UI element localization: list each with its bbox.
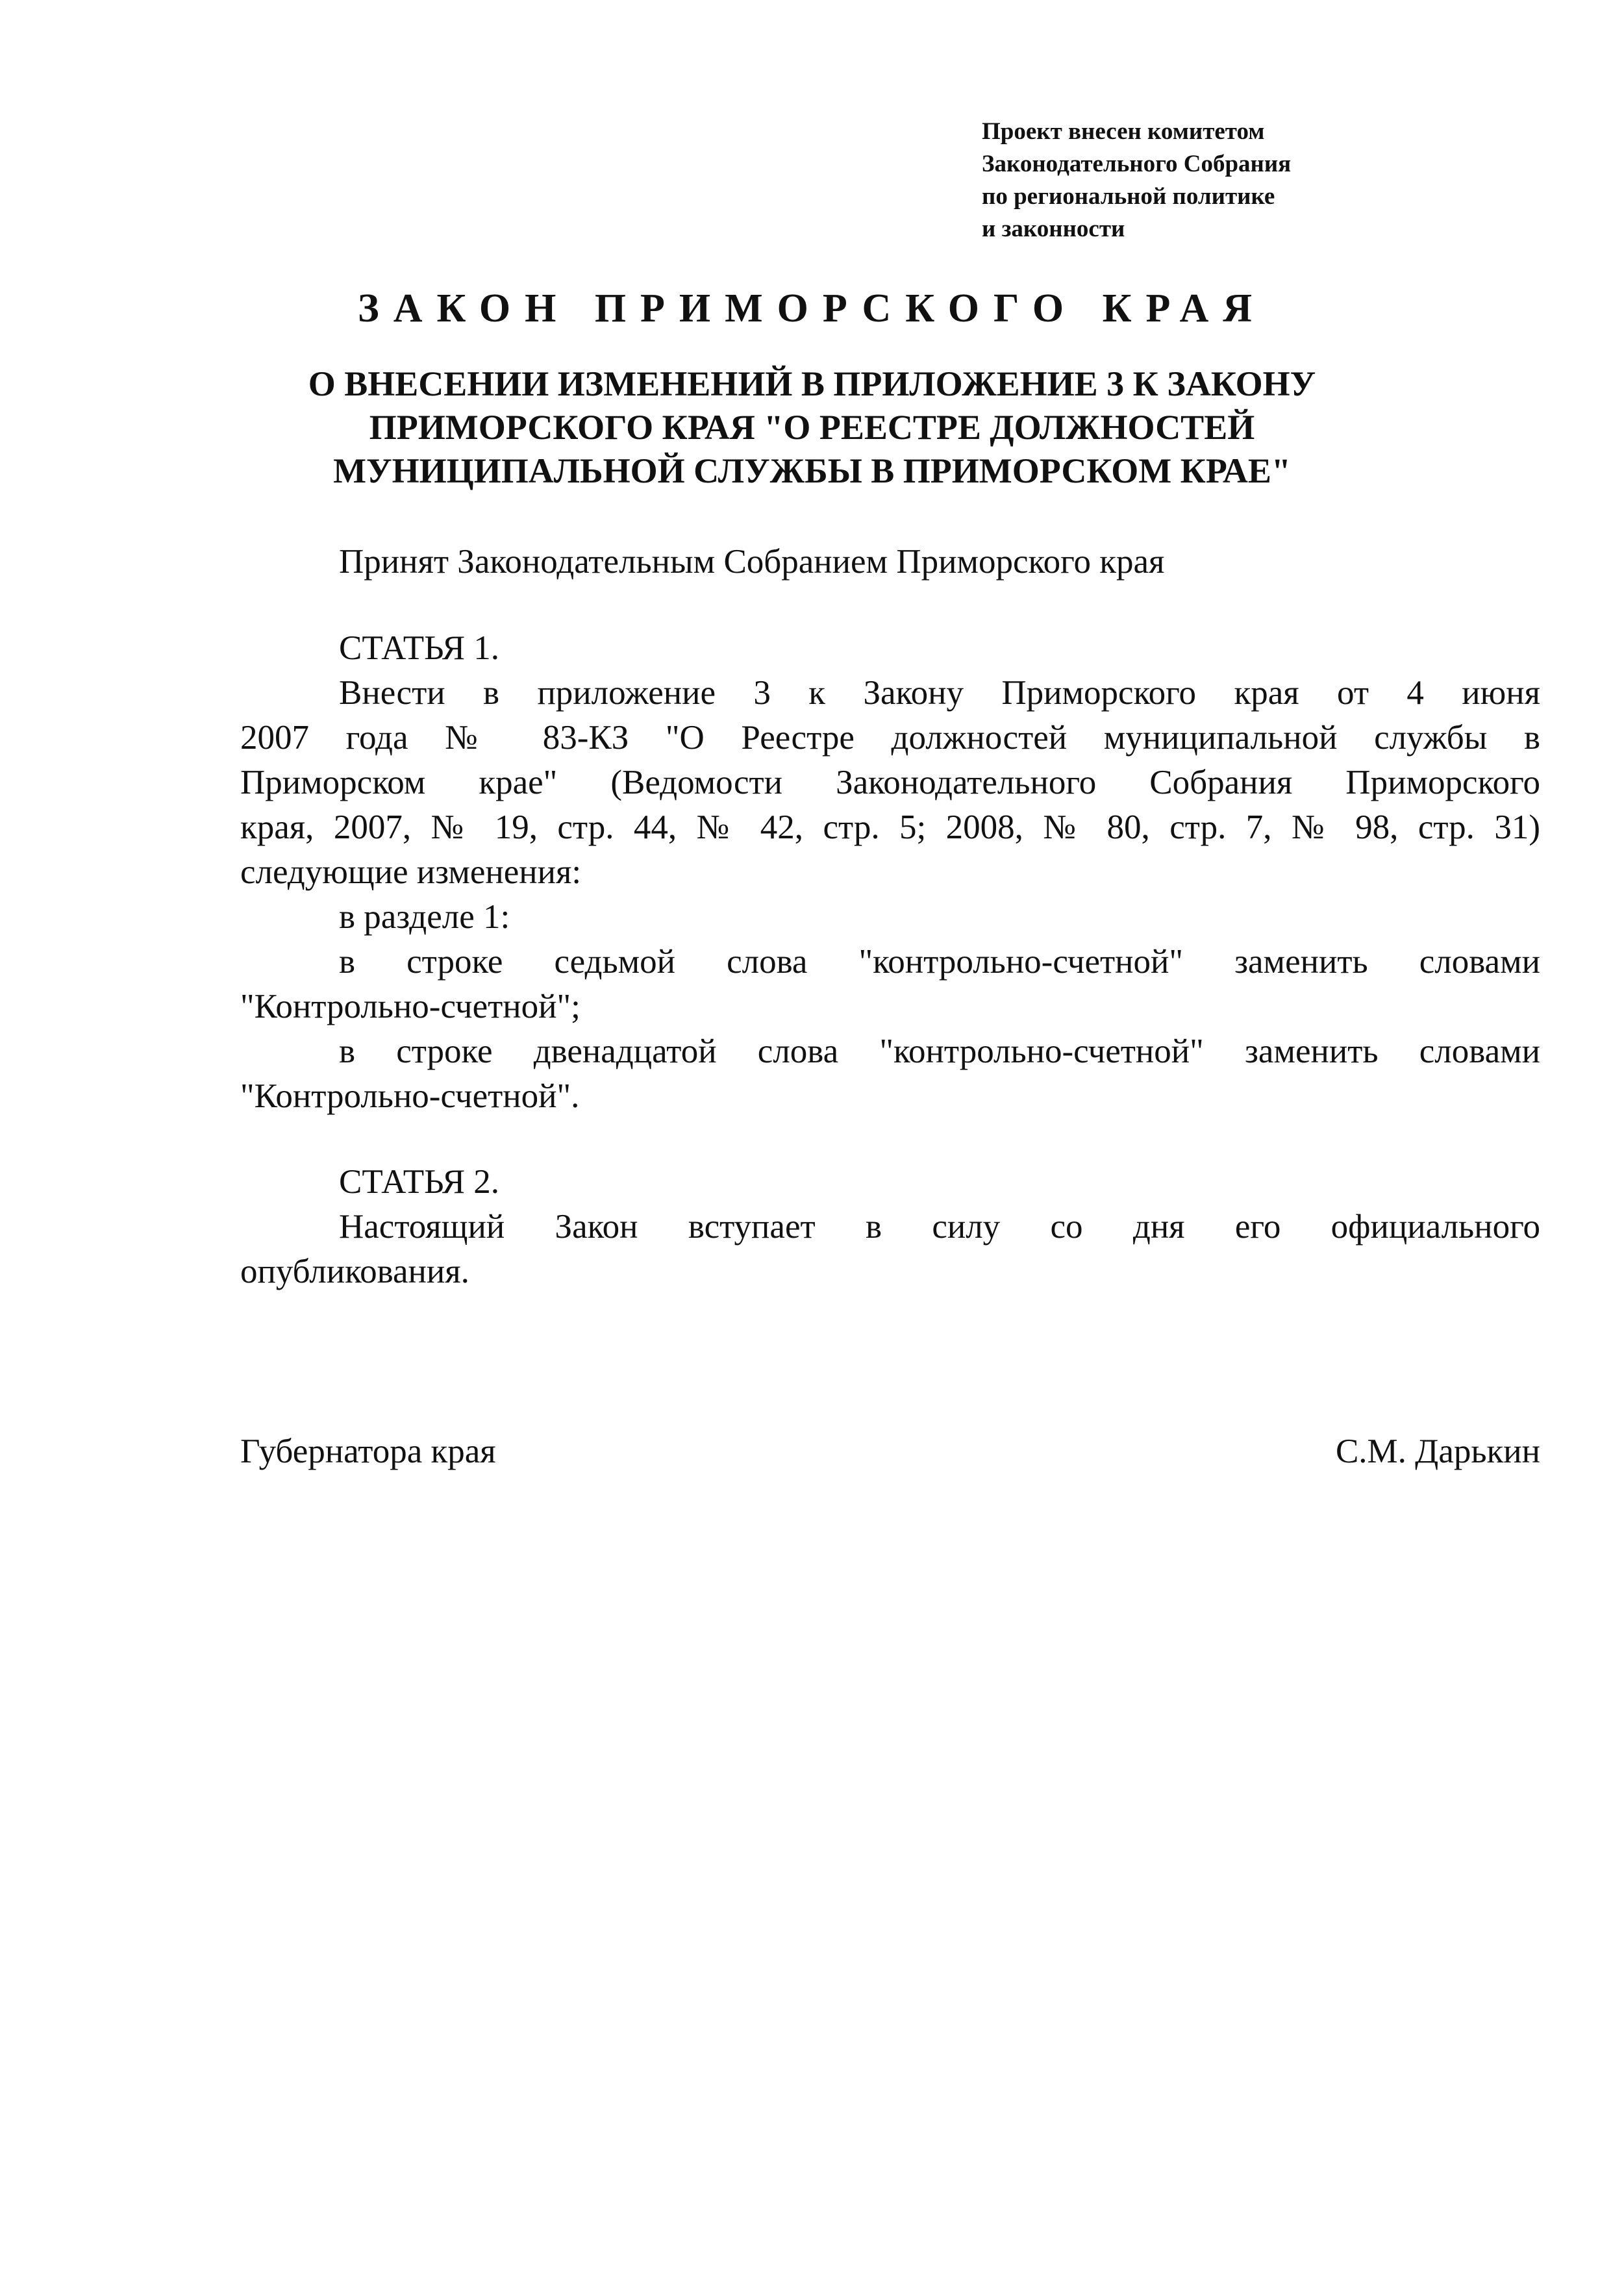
article-1-line: в разделе 1: <box>339 898 510 936</box>
article-1-line: Приморском крае" (Ведомости Законодательного Собрания Приморского <box>240 764 1540 801</box>
article-1-line: в строке седьмой слова "контрольно-счетной" заменить словами <box>339 943 1540 981</box>
header-note-line: по региональной политике <box>982 183 1275 210</box>
article-1-line: в строке двенадцатой слова "контрольно-счетной" заменить словами <box>339 1033 1540 1070</box>
document-title: ЗАКОН ПРИМОРСКОГО КРАЯ <box>357 286 1267 331</box>
signature-position: Губернатора края <box>240 1433 496 1470</box>
header-note <box>982 116 1291 245</box>
subtitle-line: О ВНЕСЕНИИ ИЗМЕНЕНИЙ В ПРИЛОЖЕНИЕ 3 К ЗАКОНУ <box>308 364 1316 403</box>
article-1-line: "Контрольно-счетной". <box>240 1077 580 1115</box>
article-2-line: Настоящий Закон вступает в силу со дня его официального <box>339 1208 1540 1246</box>
article-2-heading: СТАТЬЯ 2. <box>339 1163 500 1201</box>
article-1-line: края, 2007, № 19, стр. 44, № 42, стр. 5; 2008, № 80, стр. 7, № 98, стр. 31) <box>240 808 1540 846</box>
header-note-line: Законодательного Собрания <box>982 151 1292 177</box>
subtitle-line: МУНИЦИПАЛЬНОЙ СЛУЖБЫ В ПРИМОРСКОМ КРАЕ" <box>333 451 1291 490</box>
subtitle-line: ПРИМОРСКОГО КРАЯ "О РЕЕСТРЕ ДОЛЖНОСТЕЙ <box>369 408 1255 447</box>
header-note-line: Проект внесен комитетом <box>982 118 1265 145</box>
adopted-line: Принят Законодательным Собранием Приморского края <box>339 543 1165 581</box>
signature-name: С.М. Дарькин <box>1335 1433 1540 1470</box>
article-1-heading: СТАТЬЯ 1. <box>339 629 500 667</box>
article-1-line: "Контрольно-счетной"; <box>240 988 581 1025</box>
article-1-line: Внести в приложение 3 к Закону Приморского края от 4 июня <box>339 674 1540 712</box>
article-1-line: 2007 года № 83-КЗ "О Реестре должностей муниципальной службы в <box>240 719 1540 757</box>
article-2-line: опубликования. <box>240 1253 469 1290</box>
header-note-line: и законности <box>982 216 1125 242</box>
article-1-line: следующие изменения: <box>240 853 582 891</box>
